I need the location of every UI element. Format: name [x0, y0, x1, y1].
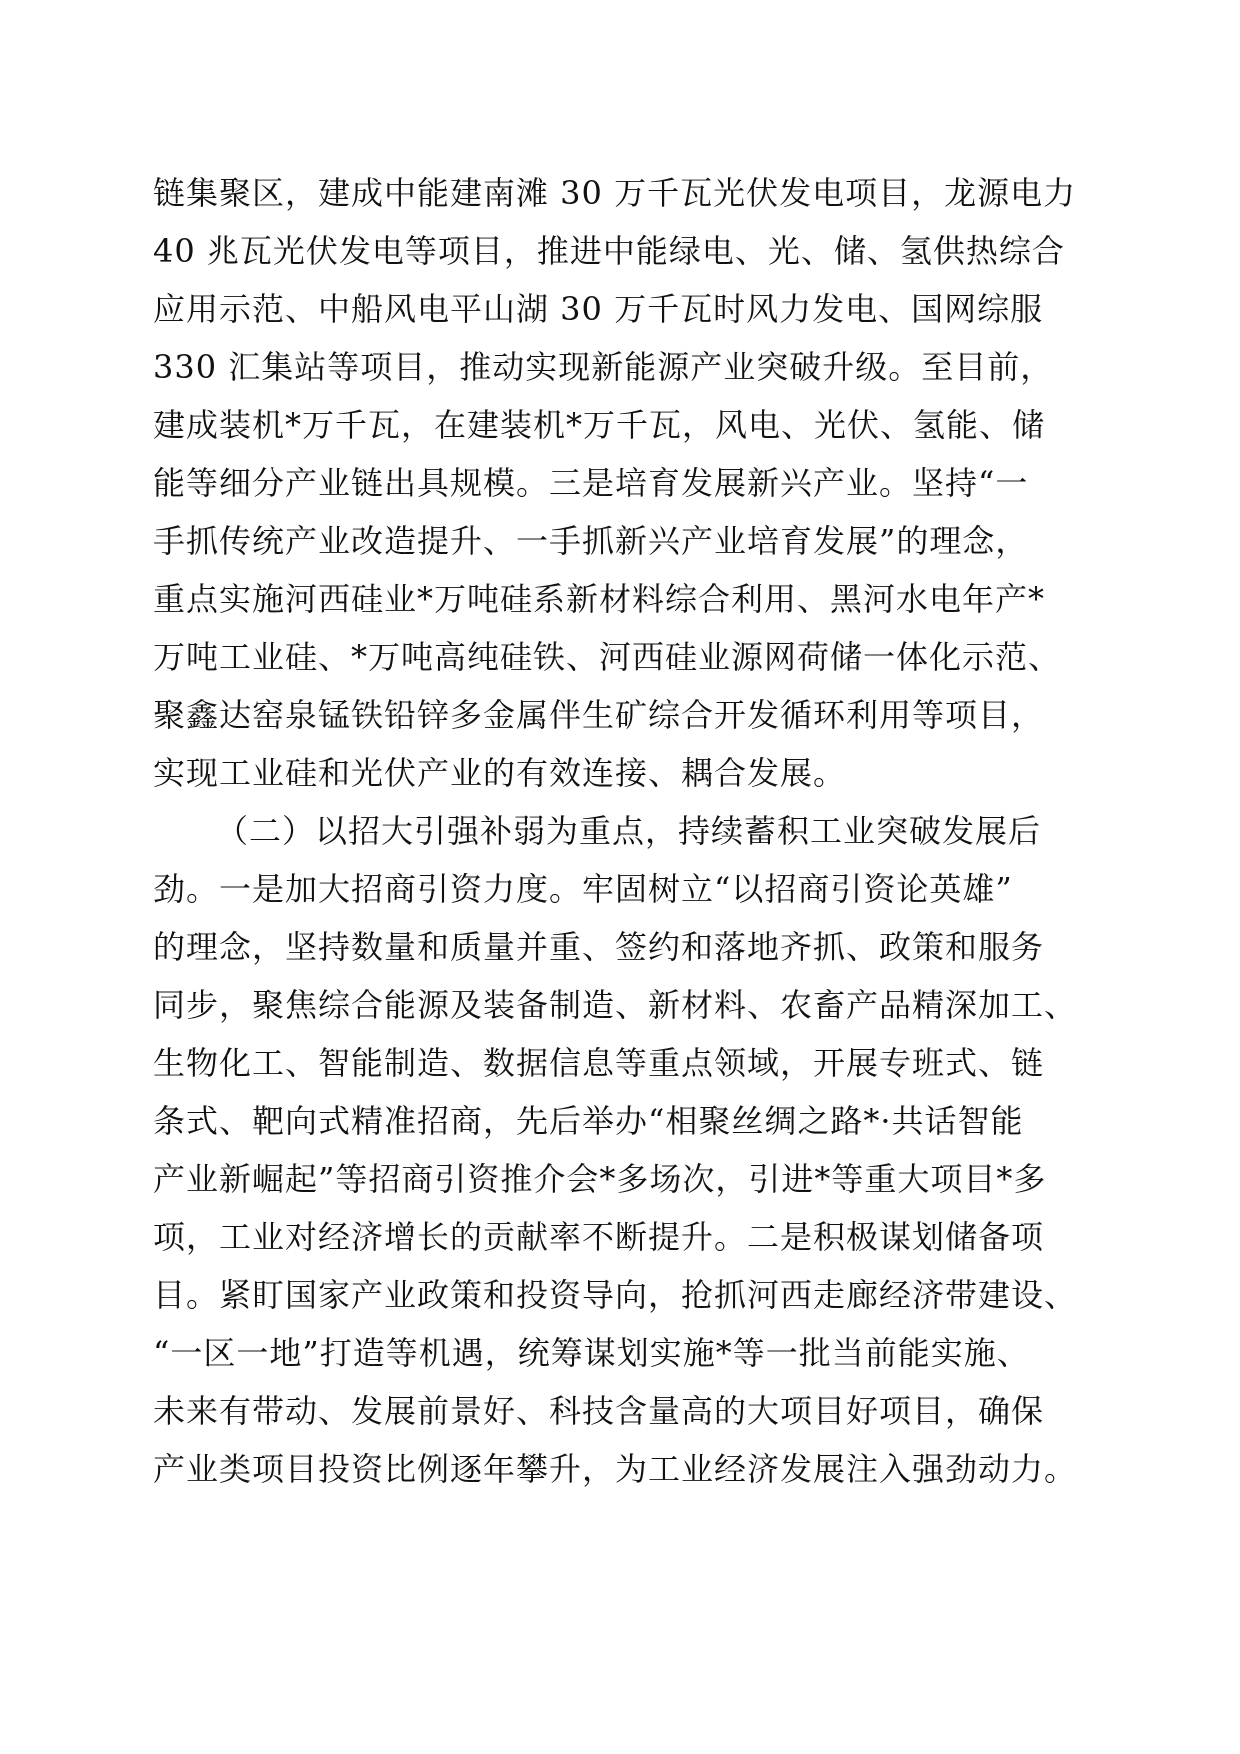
text-line: 链集聚区，建成中能建南滩 30 万千瓦光伏发电项目，龙源电力: [153, 174, 1077, 212]
text-line: 产业新崛起”等招商引资推介会*多场次，引进*等重大项目*多: [153, 1160, 1047, 1198]
text-line: 能等细分产业链出具规模。三是培育发展新兴产业。坚持“一: [153, 464, 1029, 502]
text-line: 的理念，坚持数量和质量并重、签约和落地齐抓、政策和服务: [153, 928, 1045, 966]
text-line: 条式、靶向式精准招商，先后举办“相聚丝绸之路*·共话智能: [153, 1102, 1024, 1140]
text-line: 未来有带动、发展前景好、科技含量高的大项目好项目，确保: [153, 1392, 1045, 1430]
text-line: 应用示范、中船风电平山湖 30 万千瓦时风力发电、国网综服: [153, 290, 1044, 328]
text-line: 同步，聚焦综合能源及装备制造、新材料、农畜产品精深加工、: [153, 986, 1078, 1024]
text-line: 手抓传统产业改造提升、一手抓新兴产业培育发展”的理念，: [153, 522, 1029, 560]
text-line: 建成装机*万千瓦，在建装机*万千瓦，风电、光伏、氢能、储: [153, 406, 1046, 444]
text-line: 生物化工、智能制造、数据信息等重点领域，开展专班式、链: [153, 1044, 1045, 1082]
text-line: 目。紧盯国家产业政策和投资导向，抢抓河西走廊经济带建设、: [153, 1276, 1078, 1314]
section-heading-line: （二）以招大引强补弱为重点，持续蓄积工业突破发展后: [216, 812, 1042, 850]
text-line: 产业类项目投资比例逐年攀升，为工业经济发展注入强劲动力。: [153, 1450, 1078, 1488]
text-line: 重点实施河西硅业*万吨硅系新材料综合利用、黑河水电年产*: [153, 580, 1046, 618]
text-line: 40 兆瓦光伏发电等项目，推进中能绿电、光、储、氢供热综合: [153, 232, 1065, 270]
text-line: 劲。一是加大招商引资力度。牢固树立“以招商引资论英雄”: [153, 870, 1013, 908]
text-line: 实现工业硅和光伏产业的有效连接、耦合发展。: [153, 754, 847, 792]
text-line: 项，工业对经济增长的贡献率不断提升。二是积极谋划储备项: [153, 1218, 1045, 1256]
text-line: 万吨工业硅、*万吨高纯硅铁、河西硅业源网荷储一体化示范、: [153, 638, 1062, 676]
text-line: 330 汇集站等项目，推动实现新能源产业突破升级。至目前，: [153, 348, 1054, 386]
text-line: “一区一地”打造等机遇，统筹谋划实施*等一批当前能实施、: [153, 1334, 1030, 1372]
text-line: 聚鑫达窑泉锰铁铅锌多金属伴生矿综合开发循环利用等项目，: [153, 696, 1045, 734]
